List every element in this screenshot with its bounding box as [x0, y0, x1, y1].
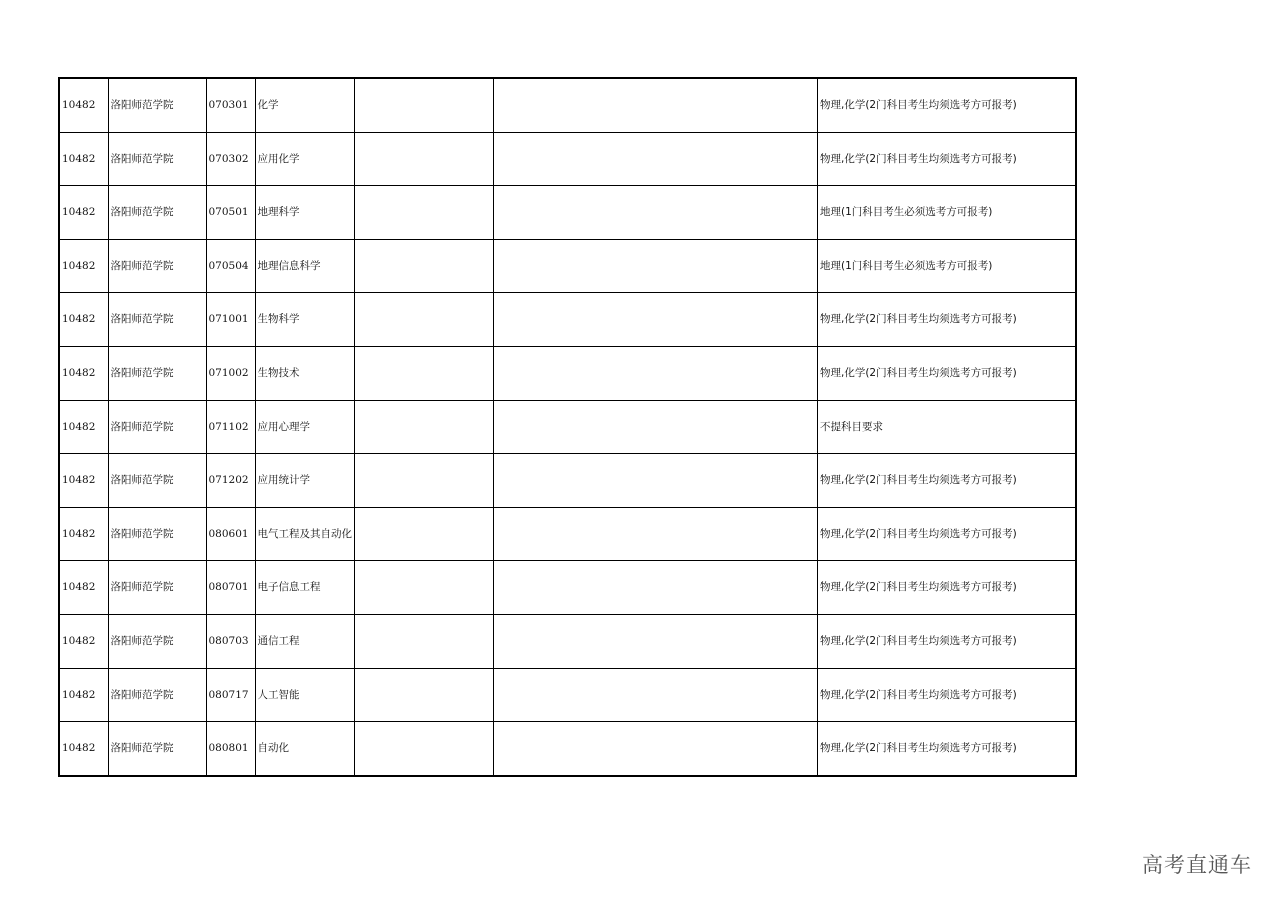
major-code-cell: 080701 [206, 561, 255, 615]
school-name-cell: 洛阳师范学院 [108, 400, 206, 454]
school-code-cell: 10482 [59, 507, 108, 561]
school-name-cell: 洛阳师范学院 [108, 507, 206, 561]
school-code-cell: 10482 [59, 668, 108, 722]
subject-requirement-cell: 地理(1门科目考生必须选考方可报考) [818, 239, 1076, 293]
subject-requirement-cell: 物理,化学(2门科目考生均须选考方可报考) [818, 668, 1076, 722]
major-code-cell: 070301 [206, 78, 255, 132]
major-name-cell: 生物科学 [255, 293, 355, 347]
major-name-cell: 地理科学 [255, 186, 355, 240]
table-row [59, 614, 1076, 668]
school-name-cell: 洛阳师范学院 [108, 186, 206, 240]
major-name-cell: 电气工程及其自动化 [255, 507, 355, 561]
major-code-cell: 071002 [206, 346, 255, 400]
school-code-cell: 10482 [59, 293, 108, 347]
major-code-cell: 071202 [206, 454, 255, 508]
table-row [59, 293, 1076, 347]
blank-cell [355, 400, 494, 454]
table-row [59, 78, 1076, 132]
school-name-cell: 洛阳师范学院 [108, 722, 206, 776]
major-code-cell: 070504 [206, 239, 255, 293]
major-code-cell: 080703 [206, 614, 255, 668]
blank-cell [494, 454, 818, 508]
blank-cell [494, 346, 818, 400]
blank-cell [355, 454, 494, 508]
subject-requirement-cell: 物理,化学(2门科目考生均须选考方可报考) [818, 614, 1076, 668]
blank-cell [494, 293, 818, 347]
school-name-cell: 洛阳师范学院 [108, 614, 206, 668]
blank-cell [355, 186, 494, 240]
school-code-cell: 10482 [59, 400, 108, 454]
blank-cell [494, 614, 818, 668]
table-row [59, 132, 1076, 186]
blank-cell [494, 239, 818, 293]
school-code-cell: 10482 [59, 78, 108, 132]
blank-cell [494, 722, 818, 776]
school-name-cell: 洛阳师范学院 [108, 132, 206, 186]
major-name-cell: 生物技术 [255, 346, 355, 400]
blank-cell [494, 132, 818, 186]
blank-cell [494, 668, 818, 722]
school-code-cell: 10482 [59, 614, 108, 668]
school-code-cell: 10482 [59, 132, 108, 186]
school-code-cell: 10482 [59, 186, 108, 240]
subject-requirement-cell: 物理,化学(2门科目考生均须选考方可报考) [818, 78, 1076, 132]
table-row [59, 722, 1076, 776]
blank-cell [355, 507, 494, 561]
major-code-cell: 080717 [206, 668, 255, 722]
school-code-cell: 10482 [59, 239, 108, 293]
table-row [59, 454, 1076, 508]
subject-requirement-cell: 地理(1门科目考生必须选考方可报考) [818, 186, 1076, 240]
blank-cell [494, 78, 818, 132]
table-row [59, 668, 1076, 722]
subject-requirement-cell: 物理,化学(2门科目考生均须选考方可报考) [818, 722, 1076, 776]
major-code-cell: 070501 [206, 186, 255, 240]
school-name-cell: 洛阳师范学院 [108, 346, 206, 400]
blank-cell [355, 132, 494, 186]
table-body [59, 78, 1076, 776]
major-code-cell: 070302 [206, 132, 255, 186]
major-code-cell: 080801 [206, 722, 255, 776]
major-name-cell: 应用化学 [255, 132, 355, 186]
subject-requirement-cell: 物理,化学(2门科目考生均须选考方可报考) [818, 132, 1076, 186]
major-name-cell: 自动化 [255, 722, 355, 776]
subject-requirement-cell: 物理,化学(2门科目考生均须选考方可报考) [818, 346, 1076, 400]
blank-cell [494, 561, 818, 615]
major-name-cell: 应用心理学 [255, 400, 355, 454]
blank-cell [355, 722, 494, 776]
blank-cell [355, 668, 494, 722]
table-row [59, 346, 1076, 400]
blank-cell [355, 293, 494, 347]
major-name-cell: 应用统计学 [255, 454, 355, 508]
blank-cell [355, 346, 494, 400]
major-name-cell: 化学 [255, 78, 355, 132]
school-name-cell: 洛阳师范学院 [108, 454, 206, 508]
major-code-cell: 080601 [206, 507, 255, 561]
subject-requirement-cell: 物理,化学(2门科目考生均须选考方可报考) [818, 454, 1076, 508]
major-name-cell: 电子信息工程 [255, 561, 355, 615]
school-name-cell: 洛阳师范学院 [108, 561, 206, 615]
blank-cell [355, 561, 494, 615]
subject-requirement-cell: 物理,化学(2门科目考生均须选考方可报考) [818, 293, 1076, 347]
school-name-cell: 洛阳师范学院 [108, 293, 206, 347]
subject-requirement-cell: 物理,化学(2门科目考生均须选考方可报考) [818, 507, 1076, 561]
blank-cell [355, 239, 494, 293]
school-name-cell: 洛阳师范学院 [108, 78, 206, 132]
school-code-cell: 10482 [59, 722, 108, 776]
subject-requirement-cell: 不提科目要求 [818, 400, 1076, 454]
school-code-cell: 10482 [59, 561, 108, 615]
major-name-cell: 地理信息科学 [255, 239, 355, 293]
school-code-cell: 10482 [59, 346, 108, 400]
major-code-cell: 071001 [206, 293, 255, 347]
blank-cell [355, 78, 494, 132]
school-name-cell: 洛阳师范学院 [108, 239, 206, 293]
blank-cell [494, 400, 818, 454]
major-name-cell: 人工智能 [255, 668, 355, 722]
watermark-text: 高考直通车 [1142, 853, 1252, 877]
subject-requirements-table [58, 77, 1077, 777]
table-row [59, 561, 1076, 615]
table-row [59, 186, 1076, 240]
table-row [59, 507, 1076, 561]
blank-cell [494, 186, 818, 240]
major-code-cell: 071102 [206, 400, 255, 454]
subject-requirement-cell: 物理,化学(2门科目考生均须选考方可报考) [818, 561, 1076, 615]
blank-cell [355, 614, 494, 668]
school-name-cell: 洛阳师范学院 [108, 668, 206, 722]
major-name-cell: 通信工程 [255, 614, 355, 668]
school-code-cell: 10482 [59, 454, 108, 508]
table-row [59, 239, 1076, 293]
table-row [59, 400, 1076, 454]
blank-cell [494, 507, 818, 561]
